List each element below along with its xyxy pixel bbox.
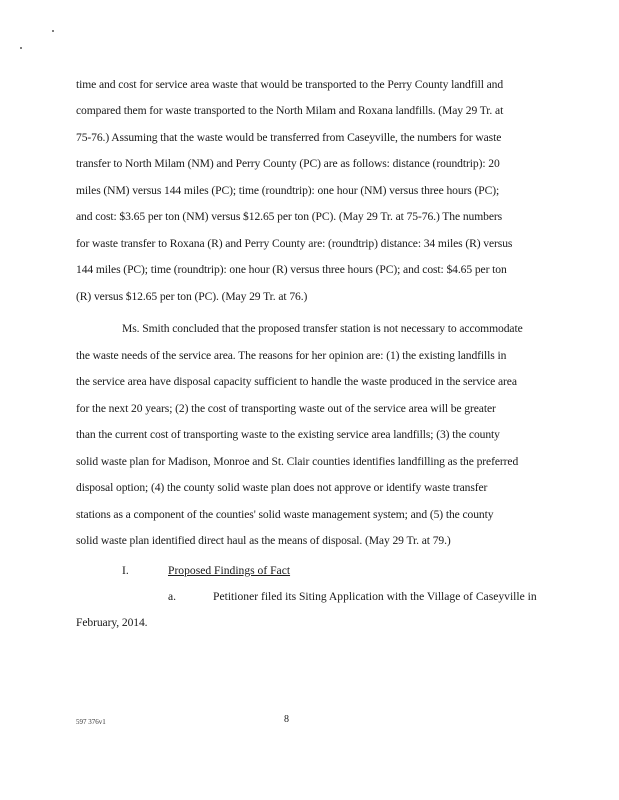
text-line: solid waste plan identified direct haul as the means of disposal. (May 29 Tr. at 79.) — [76, 534, 451, 547]
finding-text-continued: February, 2014. — [76, 616, 148, 629]
page-number: 8 — [284, 714, 289, 725]
text-line: for the next 20 years; (2) the cost of transporting waste out of the service area will be greater — [76, 402, 496, 415]
text-line: time and cost for service area waste that would be transported to the Perry County landfill and — [76, 78, 504, 91]
text-line: 144 miles (PC); time (roundtrip): one hour (R) versus three hours (PC); and cost: $4.65 per ton — [76, 263, 507, 276]
scan-speck — [52, 30, 54, 32]
text-line: than the current cost of transporting waste to the existing service area landfills; (3) the county — [76, 428, 500, 441]
section-title: Proposed Findings of Fact — [168, 564, 291, 577]
text-line: compared them for waste transported to the North Milam and Roxana landfills. (May 29 Tr. at — [76, 104, 504, 117]
section-number: I. — [122, 564, 129, 577]
document-id: 597 376v1 — [76, 718, 106, 726]
finding-letter: a. — [168, 590, 177, 603]
text-line: (R) versus $12.65 per ton (PC). (May 29 Tr. at 76.) — [76, 290, 308, 303]
finding-text: Petitioner filed its Siting Application with the Village of Caseyville in — [213, 590, 537, 603]
text-line: stations as a component of the counties' solid waste management system; and (5) the county — [76, 508, 494, 521]
text-line: 75-76.) Assuming that the waste would be transferred from Caseyville, the numbers for waste — [76, 131, 502, 144]
text-line: transfer to North Milam (NM) and Perry County (PC) are as follows: distance (roundtrip): 20 — [76, 157, 500, 170]
text-line: Ms. Smith concluded that the proposed transfer station is not necessary to accommodate — [122, 322, 523, 335]
text-line: miles (NM) versus 144 miles (PC); time (roundtrip): one hour (NM) versus three hours (PC); — [76, 184, 500, 197]
text-line: the waste needs of the service area. The reasons for her opinion are: (1) the existing landfills in — [76, 349, 507, 362]
scan-speck — [20, 47, 22, 49]
text-line: disposal option; (4) the county solid waste plan does not approve or identify waste transfer — [76, 481, 488, 494]
text-line: for waste transfer to Roxana (R) and Perry County are: (roundtrip) distance: 34 miles (R) versus — [76, 237, 513, 250]
text-line: the service area have disposal capacity sufficient to handle the waste produced in the service area — [76, 375, 517, 388]
text-line: and cost: $3.65 per ton (NM) versus $12.65 per ton (PC). (May 29 Tr. at 75-76.) The numbers — [76, 210, 503, 223]
text-line: solid waste plan for Madison, Monroe and St. Clair counties identifies landfilling as the preferred — [76, 455, 519, 468]
